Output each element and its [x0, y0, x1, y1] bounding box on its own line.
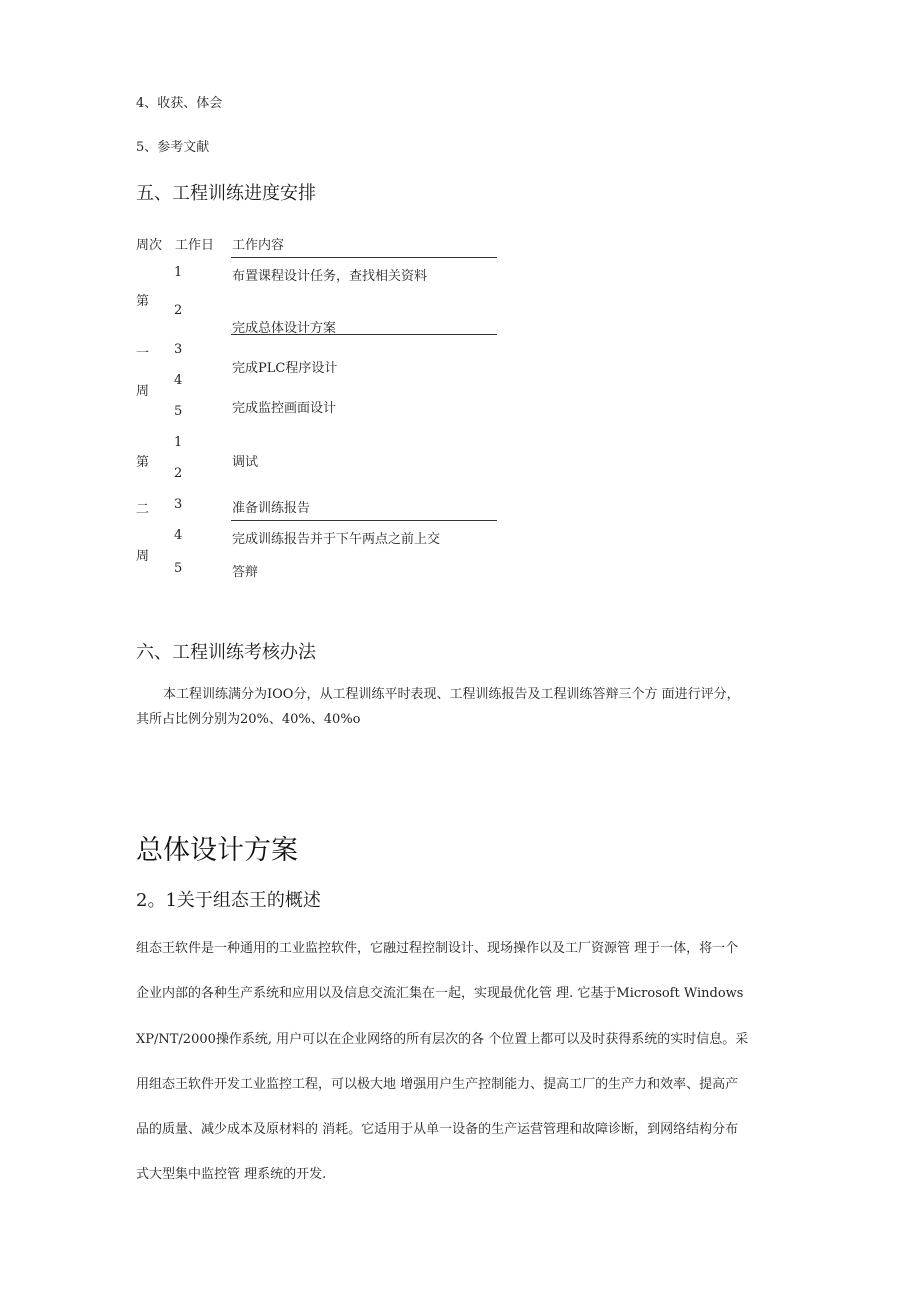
- week-label: 一: [136, 346, 150, 361]
- body-line: 组态王软件是一种通用的工业监控软件，它融过程控制设计、现场操作以及工厂资源管 理于一体，将一个: [136, 941, 739, 956]
- body-line: 式大型集中监控管 理系统的开发.: [136, 1167, 327, 1182]
- body-line: 品的质量、减少成本及原材料的 消耗。它适用于从单一设备的生产运营管理和故障诊断，到网络结构分布: [136, 1122, 739, 1137]
- task-item: 完成监控画面设计: [232, 401, 337, 416]
- task-rule: [231, 520, 497, 521]
- week-label: 周: [136, 549, 150, 564]
- table-header-rule: [231, 257, 497, 258]
- day-number: 4: [174, 373, 183, 388]
- section-six-heading: 六、工程训练考核办法: [136, 642, 316, 663]
- day-number: 5: [174, 561, 183, 576]
- task-item: 调试: [232, 455, 259, 470]
- day-number: 3: [174, 497, 183, 512]
- task-item: 完成训练报告并于下午两点之前上交: [232, 532, 441, 547]
- body-line: XP/NT/2000操作系统, 用户可以在企业网络的所有层次的各 个位置上都可以及时获得系统的实时信息。采: [136, 1032, 749, 1047]
- task-item: 布置课程设计任务，查找相关资料: [232, 269, 428, 284]
- task-item: 答辩: [232, 565, 259, 580]
- day-number: 4: [174, 528, 183, 543]
- assessment-paragraph-line: 其所占比例分别为20%、40%、40%o: [136, 712, 361, 727]
- assessment-paragraph-line: 本工程训练满分为IOO分，从工程训练平时表现、工程训练报告及工程训练答辩三个方 面进行评分，: [163, 687, 740, 702]
- task-rule: [231, 334, 497, 335]
- day-number: 2: [174, 303, 183, 318]
- body-line: 企业内部的各种生产系统和应用以及信息交流汇集在一起，实现最优化管 理. 它基于Microsoft Windows: [136, 986, 744, 1001]
- week-label: 第: [136, 294, 150, 309]
- week-label: 二: [136, 502, 150, 517]
- week-label: 第: [136, 455, 150, 470]
- week-label: 周: [136, 384, 150, 399]
- task-item: 完成PLC程序设计: [232, 361, 338, 376]
- day-number: 1: [174, 265, 183, 280]
- day-number: 3: [174, 342, 183, 357]
- section-five-heading: 五、工程训练进度安排: [136, 183, 316, 204]
- table-header-day: 工作日: [175, 238, 215, 253]
- chapter-title: 总体设计方案: [136, 835, 298, 866]
- table-header-content: 工作内容: [232, 238, 285, 253]
- task-item: 准备训练报告: [232, 501, 311, 516]
- body-line: 用组态王软件开发工业监控工程，可以极大地 增强用户生产控制能力、提高工厂的生产力和效率、提高产: [136, 1077, 739, 1092]
- day-number: 1: [174, 435, 183, 450]
- day-number: 5: [174, 404, 183, 419]
- chapter-subheading: 2。1关于组态王的概述: [136, 890, 321, 911]
- table-header-week: 周次: [136, 238, 163, 253]
- list-item-harvest: 4、收获、体会: [136, 96, 223, 111]
- list-item-references: 5、参考文献: [136, 140, 210, 155]
- task-item: 完成总体设计方案: [232, 321, 337, 336]
- day-number: 2: [174, 466, 183, 481]
